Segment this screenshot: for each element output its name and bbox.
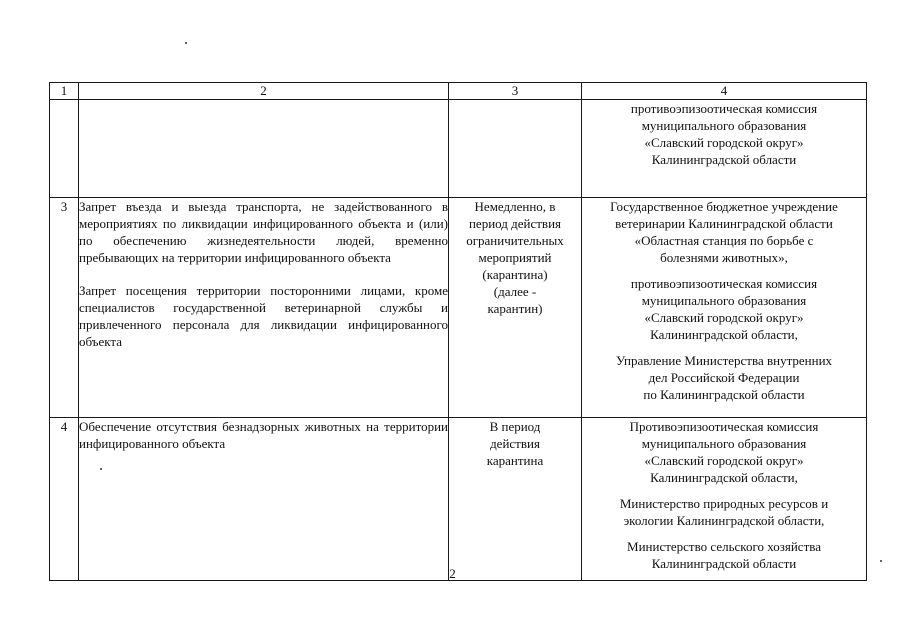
continuation-row bbox=[50, 100, 867, 198]
scan-speck bbox=[880, 560, 882, 562]
page-number: 2 bbox=[449, 566, 456, 581]
row-number-cell bbox=[50, 100, 79, 198]
measure-cell bbox=[79, 198, 449, 418]
term-text: Немедленно, в период действия ограничительных мероприятий (карантина) (далее - карантин) bbox=[466, 199, 564, 316]
measure-text: Запрет въезда и выезда транспорта, не задействованного в мероприятиях по ликвидации инфицированного объекта и (или) по обеспечению жизнедеятельности людей, временно пребывающих на территории инфицированного объекта bbox=[79, 199, 448, 265]
responsible-cell bbox=[582, 418, 867, 581]
header-cell-4: 4 bbox=[582, 83, 867, 100]
header-cell-1: 1 bbox=[50, 83, 79, 100]
scan-speck bbox=[185, 42, 187, 44]
table-row bbox=[50, 198, 867, 418]
responsible-cell bbox=[582, 100, 867, 198]
measure-cell bbox=[79, 100, 449, 198]
responsible-entity: противоэпизоотическая комиссия муниципального образования «Славский городской округ» Калининградской области bbox=[630, 101, 818, 167]
row-number: 4 bbox=[50, 418, 79, 581]
responsible-entity: Министерство сельского хозяйства Калининградской области bbox=[627, 539, 821, 571]
responsible-cell bbox=[582, 198, 867, 418]
responsible-entity: Управление Министерства внутренних дел Российской Федерации по Калининградской области bbox=[615, 353, 833, 402]
header-cell-3: 3 bbox=[449, 83, 582, 100]
responsible-entity: Министерство природных ресурсов и экологии Калининградской области, bbox=[619, 496, 829, 528]
responsible-entity: противоэпизоотическая комиссия муниципального образования «Славский городской округ» Калининградской области, bbox=[630, 276, 818, 342]
term-cell bbox=[449, 198, 582, 418]
measure-text: Обеспечение отсутствия безнадзорных животных на территории инфицированного объекта bbox=[79, 419, 448, 451]
header-cell-2: 2 bbox=[79, 83, 449, 100]
measures-table bbox=[49, 82, 867, 581]
term-text: В период действия карантина bbox=[486, 419, 544, 468]
table-row bbox=[50, 418, 867, 581]
header-row bbox=[50, 83, 867, 100]
term-cell bbox=[449, 418, 582, 581]
row-number: 3 bbox=[50, 198, 79, 418]
measure-text: Запрет посещения территории посторонними лицами, кроме специалистов государственной ветеринарной службы и привлеченного персонала для ликвидации инфицированного объекта bbox=[79, 283, 448, 349]
measure-cell bbox=[79, 418, 449, 581]
responsible-entity: Противоэпизоотическая комиссия муниципального образования «Славский городской округ» Калининградской области, bbox=[629, 419, 819, 485]
responsible-entity: Государственное бюджетное учреждение ветеринарии Калининградской области «Областная станция по борьбе с болезнями животных», bbox=[610, 199, 838, 265]
term-cell bbox=[449, 100, 582, 198]
